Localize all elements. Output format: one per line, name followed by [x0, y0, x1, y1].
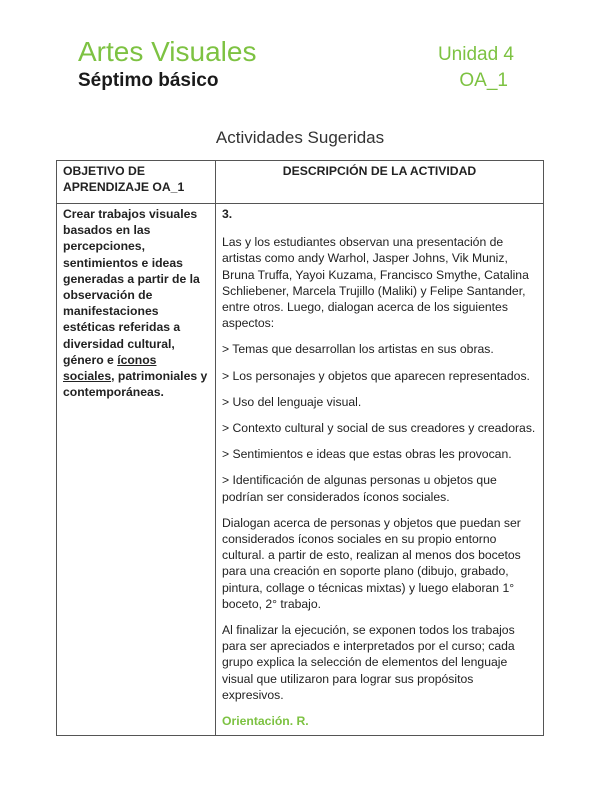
description-cell: [216, 204, 544, 736]
list-item: > Sentimientos e ideas que estas obras les provocan.: [222, 447, 512, 462]
unit-label: Unidad 4: [437, 44, 514, 65]
objective-header: OBJETIVO DE APRENDIZAJE OA_1: [57, 161, 216, 204]
grade-label: Séptimo básico: [78, 70, 219, 91]
activity-paragraph: Al finalizar la ejecución, se exponen todos los trabajos para ser apreciados e interpretados por el curso; cada grupo explica la selección de elementos del lenguaje visual que utilizaron para lograr sus propósitos expresivos.: [222, 623, 515, 702]
activity-number: 3.: [222, 207, 233, 221]
objective-text-end: , patrimoniales y contemporáneas.: [63, 369, 208, 400]
subject-title: Artes Visuales: [78, 36, 257, 67]
oa-label: OA_1: [459, 70, 508, 91]
list-item: > Los personajes y objetos que aparecen representados.: [222, 368, 530, 383]
description-header: DESCRIPCIÓN DE LA ACTIVIDAD: [216, 161, 544, 204]
list-item: > Uso del lenguaje visual.: [222, 394, 362, 409]
section-title: Actividades Sugeridas: [215, 128, 385, 147]
orientation-label: Orientación. R.: [222, 714, 309, 729]
table-header-row: [57, 161, 544, 204]
list-item: > Identificación de algunas personas u objetos que podrían ser considerados íconos sociales.: [222, 473, 497, 504]
table-row: [57, 204, 544, 736]
objective-underlined-text: íconos sociales: [63, 352, 157, 384]
list-item: > Contexto cultural y social de sus creadores y creadoras.: [222, 421, 536, 436]
page-header: [78, 36, 518, 96]
activity-paragraph: Dialogan acerca de personas y objetos que puedan ser considerados íconos sociales en su propio entorno cultural. a partir de esto, realizan al menos dos bocetos para una creación en soporte plano (dibujo, grabado, pintura, collage o técnicas mixtas) y luego elaboran 1° boceto, 2° trabajo.: [222, 515, 521, 611]
activity-intro: Las y los estudiantes observan una presentación de artistas como andy Warhol, Jasper Johns, Vik Muniz, Bruna Truffa, Yayoi Kuzama, Francisco Smythe, Catalina Schliebener, Marcela Trujillo (Maliki) y Felipe Santander, entre otros. Luego, dialogan acerca de los siguientes aspectos:: [222, 235, 529, 331]
objective-text: Crear trabajos visuales basados en las percepciones, sentimientos e ideas generadas a partir de la observación de manifestaciones estéticas referidas a diversidad cultural, género e: [63, 207, 200, 367]
objective-cell: [57, 204, 216, 736]
list-item: > Temas que desarrollan los artistas en sus obras.: [222, 342, 494, 357]
activity-table: [56, 160, 544, 736]
